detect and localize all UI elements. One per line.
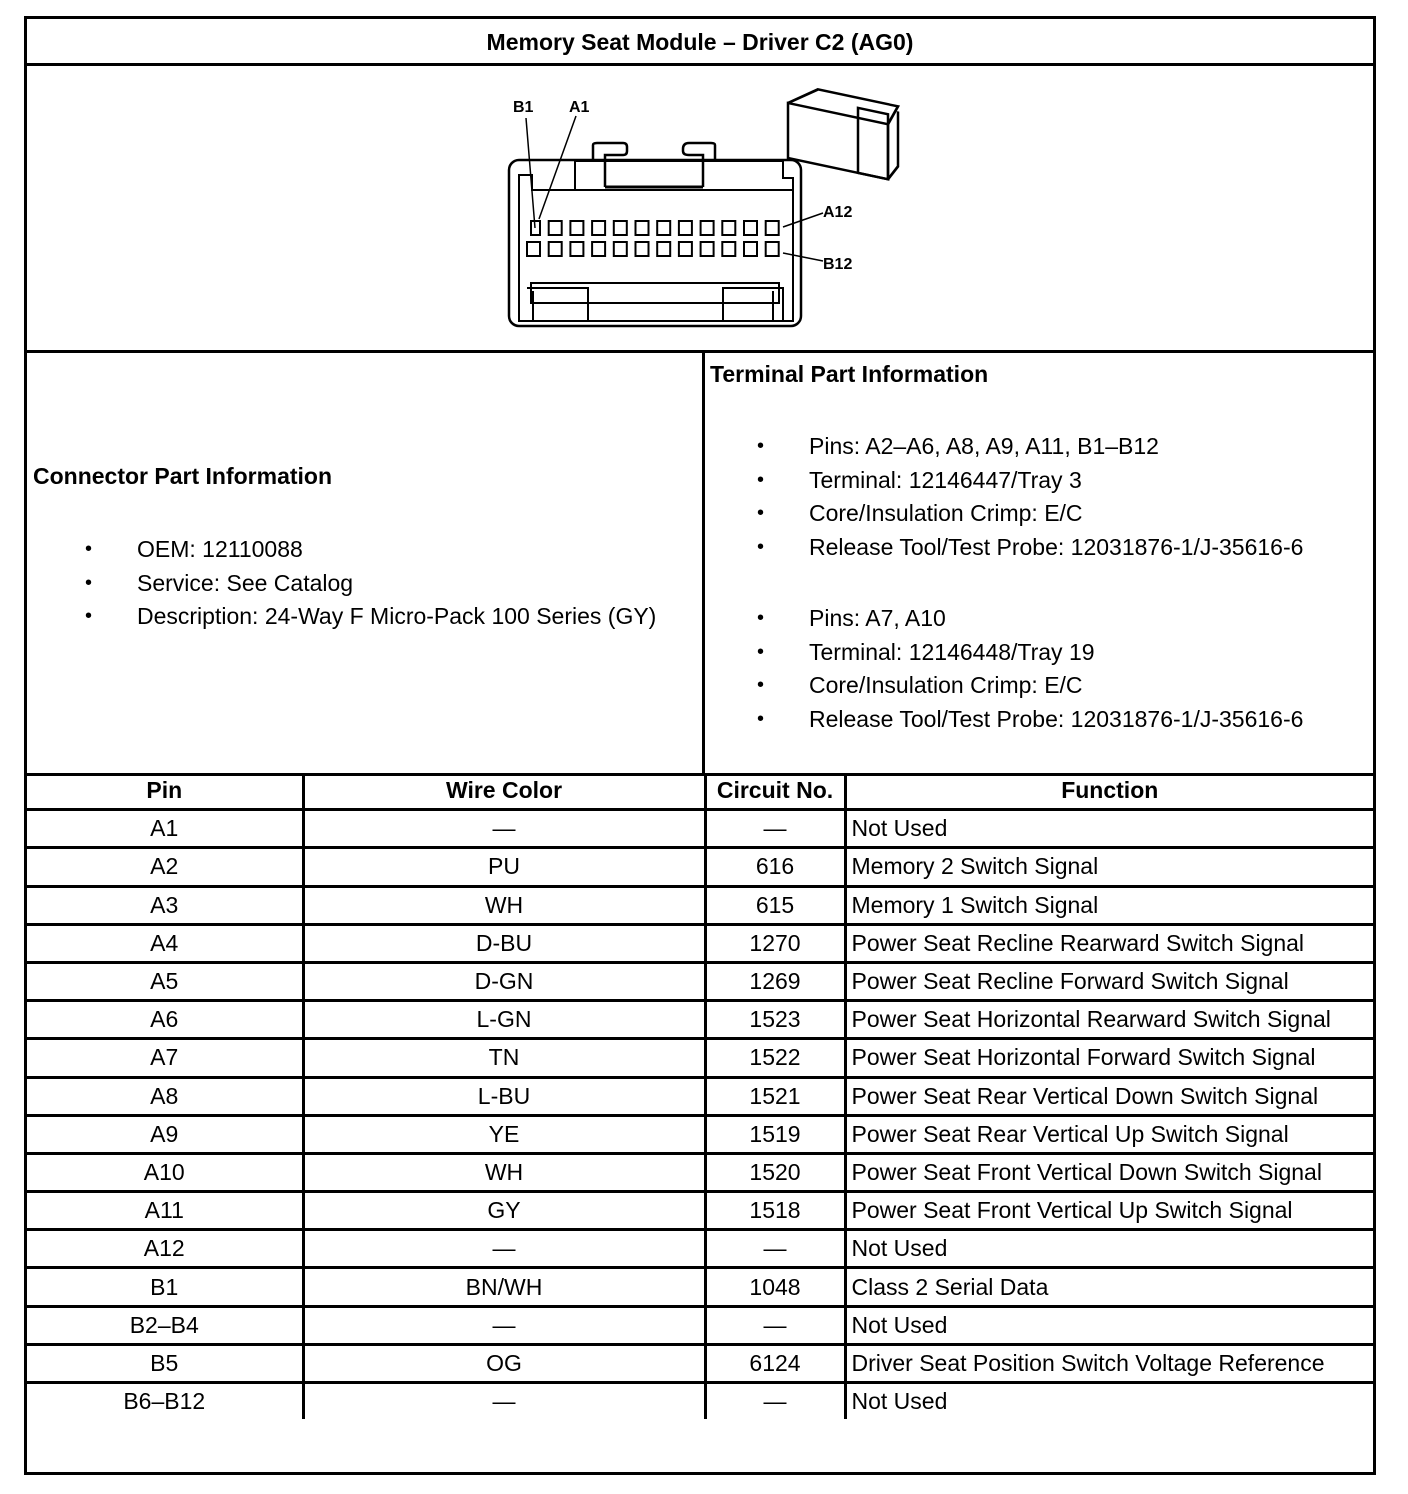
A2-pin-cavity xyxy=(549,221,562,235)
cell-wire-color: D-GN xyxy=(303,962,705,1000)
table-row xyxy=(27,1344,1373,1382)
B8-pin-cavity xyxy=(679,242,692,256)
connector-info-heading: Connector Part Information xyxy=(33,463,333,489)
cell-function: Not Used xyxy=(845,1383,1373,1420)
cell-pin: A9 xyxy=(27,1115,303,1153)
terminal-group-2 xyxy=(705,602,1303,736)
header-circuit-no: Circuit No. xyxy=(705,773,845,810)
cell-function: Power Seat Horizontal Rearward Switch Signal xyxy=(845,1001,1373,1039)
item-text: OEM: 12110088 xyxy=(137,536,303,562)
list-item xyxy=(33,600,656,634)
cell-circuit-no: 616 xyxy=(705,848,845,886)
cell-pin: A12 xyxy=(27,1230,303,1268)
cell-function: Driver Seat Position Switch Voltage Reference xyxy=(845,1344,1373,1382)
cell-function: Power Seat Recline Forward Switch Signal xyxy=(845,962,1373,1000)
list-item xyxy=(33,567,656,601)
bullet-icon: • xyxy=(757,607,765,629)
cell-circuit-no: 1520 xyxy=(705,1153,845,1191)
header-function: Function xyxy=(845,773,1373,810)
table-row xyxy=(27,1192,1373,1230)
cell-function: Not Used xyxy=(845,1306,1373,1344)
pin-label-a12: A12 xyxy=(823,204,853,221)
table-row xyxy=(27,886,1373,924)
item-text: Terminal: 12146448/Tray 19 xyxy=(809,638,1095,665)
table-row xyxy=(27,962,1373,1000)
cell-wire-color: — xyxy=(303,810,705,848)
page-title: Memory Seat Module – Driver C2 (AG0) xyxy=(27,19,1373,66)
table-row xyxy=(27,1077,1373,1115)
cell-circuit-no: 1523 xyxy=(705,1001,845,1039)
cell-wire-color: — xyxy=(303,1230,705,1268)
connector-sheet xyxy=(24,16,1376,1475)
cell-pin: A7 xyxy=(27,1039,303,1077)
item-text: Pins: A2–A6, A8, A9, A11, B1–B12 xyxy=(809,433,1159,459)
A4-pin-cavity xyxy=(592,221,605,235)
cell-circuit-no: 6124 xyxy=(705,1344,845,1382)
terminal-part-information xyxy=(705,353,1373,773)
A9-pin-cavity xyxy=(701,221,714,235)
item-text: Core/Insulation Crimp: E/C xyxy=(809,672,1083,698)
list-item xyxy=(705,669,1303,703)
cell-function: Power Seat Front Vertical Up Switch Signal xyxy=(845,1192,1373,1230)
cell-wire-color: OG xyxy=(303,1344,705,1382)
pin-label-b1: B1 xyxy=(513,99,534,116)
cell-wire-color: YE xyxy=(303,1115,705,1153)
item-text: Core/Insulation Crimp: E/C xyxy=(809,500,1083,526)
A11-pin-cavity xyxy=(744,221,757,235)
B12-pin-cavity xyxy=(766,242,779,256)
table-row xyxy=(27,1115,1373,1153)
pin-label-a1: A1 xyxy=(569,99,590,116)
cell-function: Power Seat Rear Vertical Up Switch Signal xyxy=(845,1115,1373,1153)
cell-pin: B1 xyxy=(27,1268,303,1306)
cell-wire-color: WH xyxy=(303,1153,705,1191)
list-item xyxy=(705,464,1303,498)
cell-wire-color: TN xyxy=(303,1039,705,1077)
header-pin: Pin xyxy=(27,773,303,810)
A3-pin-cavity xyxy=(570,221,583,235)
cell-circuit-no: 1519 xyxy=(705,1115,845,1153)
cell-wire-color: WH xyxy=(303,886,705,924)
B5-pin-cavity xyxy=(614,242,627,256)
B3-pin-cavity xyxy=(570,242,583,256)
cell-function: Memory 2 Switch Signal xyxy=(845,848,1373,886)
cell-function: Not Used xyxy=(845,1230,1373,1268)
bullet-icon: • xyxy=(757,674,765,696)
item-text: Terminal: 12146447/Tray 3 xyxy=(809,466,1082,493)
list-item xyxy=(705,602,1303,636)
item-text: Release Tool/Test Probe: 12031876-1/J-35616-6 xyxy=(809,705,1304,732)
cell-wire-color: BN/WH xyxy=(303,1268,705,1306)
cell-pin: A10 xyxy=(27,1153,303,1191)
pinout-table xyxy=(27,773,1373,1419)
cell-circuit-no: 1269 xyxy=(705,962,845,1000)
cell-function: Power Seat Rear Vertical Down Switch Signal xyxy=(845,1077,1373,1115)
connector-diagram xyxy=(27,66,1373,353)
A5-pin-cavity xyxy=(614,221,627,235)
item-text: Description: 24-Way F Micro-Pack 100 Series (GY) xyxy=(137,603,657,629)
table-row xyxy=(27,924,1373,962)
cell-wire-color: — xyxy=(303,1383,705,1420)
bullet-icon: • xyxy=(757,535,765,558)
connector-face-drawing xyxy=(27,66,1373,350)
connector-info-list xyxy=(33,533,656,634)
connector-part-information xyxy=(27,353,705,773)
A8-pin-cavity xyxy=(679,221,692,235)
table-row xyxy=(27,1039,1373,1077)
list-item xyxy=(705,636,1303,670)
cell-circuit-no: 1048 xyxy=(705,1268,845,1306)
cell-circuit-no: — xyxy=(705,1306,845,1344)
table-row xyxy=(27,1001,1373,1039)
cell-wire-color: D-BU xyxy=(303,924,705,962)
B2-pin-cavity xyxy=(549,242,562,256)
cell-function: Power Seat Front Vertical Down Switch Signal xyxy=(845,1153,1373,1191)
cell-pin: A4 xyxy=(27,924,303,962)
B4-pin-cavity xyxy=(592,242,605,256)
item-text: Service: See Catalog xyxy=(137,569,354,596)
cell-pin: B5 xyxy=(27,1344,303,1382)
A1-pin-cavity xyxy=(531,221,540,235)
cell-wire-color: PU xyxy=(303,848,705,886)
list-item xyxy=(705,497,1303,531)
cell-wire-color: — xyxy=(303,1306,705,1344)
item-text: Release Tool/Test Probe: 12031876-1/J-35616-6 xyxy=(809,533,1304,560)
bullet-icon: • xyxy=(757,468,765,491)
table-row xyxy=(27,1383,1373,1420)
cell-wire-color: GY xyxy=(303,1192,705,1230)
bullet-icon: • xyxy=(757,502,765,524)
table-header-row xyxy=(27,773,1373,810)
list-item xyxy=(33,533,656,567)
bullet-icon: • xyxy=(757,435,765,457)
header-wire-color: Wire Color xyxy=(303,773,705,810)
cell-function: Memory 1 Switch Signal xyxy=(845,886,1373,924)
terminal-info-heading: Terminal Part Information xyxy=(710,361,989,387)
B9-pin-cavity xyxy=(701,242,714,256)
B10-pin-cavity xyxy=(722,242,735,256)
cell-pin: A8 xyxy=(27,1077,303,1115)
A6-pin-cavity xyxy=(636,221,649,235)
table-row xyxy=(27,848,1373,886)
cell-circuit-no: — xyxy=(705,810,845,848)
cell-function: Not Used xyxy=(845,810,1373,848)
cell-pin: A5 xyxy=(27,962,303,1000)
A7-pin-cavity xyxy=(657,221,670,235)
table-row xyxy=(27,810,1373,848)
A12-pin-cavity xyxy=(766,221,779,235)
cell-pin: A11 xyxy=(27,1192,303,1230)
cell-pin: B6–B12 xyxy=(27,1383,303,1420)
B7-pin-cavity xyxy=(657,242,670,256)
bullet-icon: • xyxy=(85,605,93,627)
cell-function: Class 2 Serial Data xyxy=(845,1268,1373,1306)
cell-circuit-no: 1270 xyxy=(705,924,845,962)
cell-circuit-no: 1522 xyxy=(705,1039,845,1077)
cell-function: Power Seat Horizontal Forward Switch Signal xyxy=(845,1039,1373,1077)
cell-wire-color: L-GN xyxy=(303,1001,705,1039)
cell-pin: B2–B4 xyxy=(27,1306,303,1344)
cell-circuit-no: 615 xyxy=(705,886,845,924)
cell-function: Power Seat Recline Rearward Switch Signal xyxy=(845,924,1373,962)
terminal-group-1 xyxy=(705,430,1303,564)
part-information xyxy=(27,353,1373,776)
cell-wire-color: L-BU xyxy=(303,1077,705,1115)
B1-pin-cavity xyxy=(527,242,540,256)
pin-label-b12: B12 xyxy=(823,256,853,273)
table-row xyxy=(27,1306,1373,1344)
A10-pin-cavity xyxy=(722,221,735,235)
bullet-icon: • xyxy=(757,707,765,730)
B6-pin-cavity xyxy=(636,242,649,256)
table-row xyxy=(27,1268,1373,1306)
cell-pin: A6 xyxy=(27,1001,303,1039)
table-row xyxy=(27,1153,1373,1191)
cell-pin: A2 xyxy=(27,848,303,886)
cell-pin: A3 xyxy=(27,886,303,924)
list-item xyxy=(705,703,1303,737)
cell-circuit-no: 1518 xyxy=(705,1192,845,1230)
bullet-icon: • xyxy=(85,571,93,594)
bullet-icon: • xyxy=(85,538,93,560)
cell-circuit-no: — xyxy=(705,1383,845,1420)
cell-pin: A1 xyxy=(27,810,303,848)
cell-circuit-no: 1521 xyxy=(705,1077,845,1115)
bullet-icon: • xyxy=(757,640,765,663)
list-item xyxy=(705,531,1303,565)
cell-circuit-no: — xyxy=(705,1230,845,1268)
table-row xyxy=(27,1230,1373,1268)
item-text: Pins: A7, A10 xyxy=(809,605,946,631)
list-item xyxy=(705,430,1303,464)
B11-pin-cavity xyxy=(744,242,757,256)
